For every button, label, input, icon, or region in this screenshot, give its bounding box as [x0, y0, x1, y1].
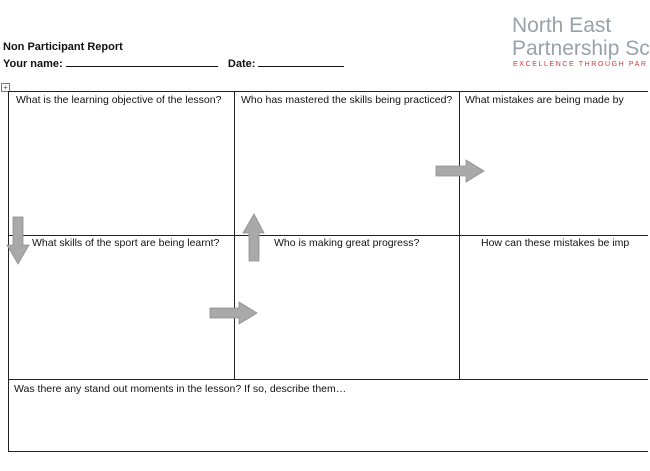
question-improve-mistakes[interactable]: How can these mistakes be imp [481, 237, 630, 249]
name-label: Your name: [3, 58, 63, 70]
arrow-up-icon [243, 214, 264, 261]
question-stand-out-moments[interactable]: Was there any stand out moments in the lesson? If so, describe them… [14, 383, 347, 395]
logo-tagline: EXCELLENCE THROUGH PAR [513, 61, 648, 68]
question-mastered-skills[interactable]: Who has mastered the skills being practiced? [241, 94, 453, 106]
date-label: Date: [227, 58, 256, 70]
question-learning-objective[interactable]: What is the learning objective of the lesson? [16, 94, 222, 106]
arrow-right-icon [436, 160, 484, 182]
arrow-down-icon [7, 217, 29, 264]
arrow-right-icon [210, 302, 257, 324]
question-skills-learnt[interactable]: What skills of the sport are being learnt? [32, 237, 220, 249]
question-great-progress[interactable]: Who is making great progress? [274, 237, 420, 249]
move-handle-icon[interactable]: + [1, 83, 10, 92]
logo-line2: Partnership Sc [512, 37, 650, 60]
report-title: Non Participant Report [3, 41, 123, 53]
question-mistakes[interactable]: What mistakes are being made by [465, 94, 624, 106]
logo-line1: North East [512, 14, 612, 37]
